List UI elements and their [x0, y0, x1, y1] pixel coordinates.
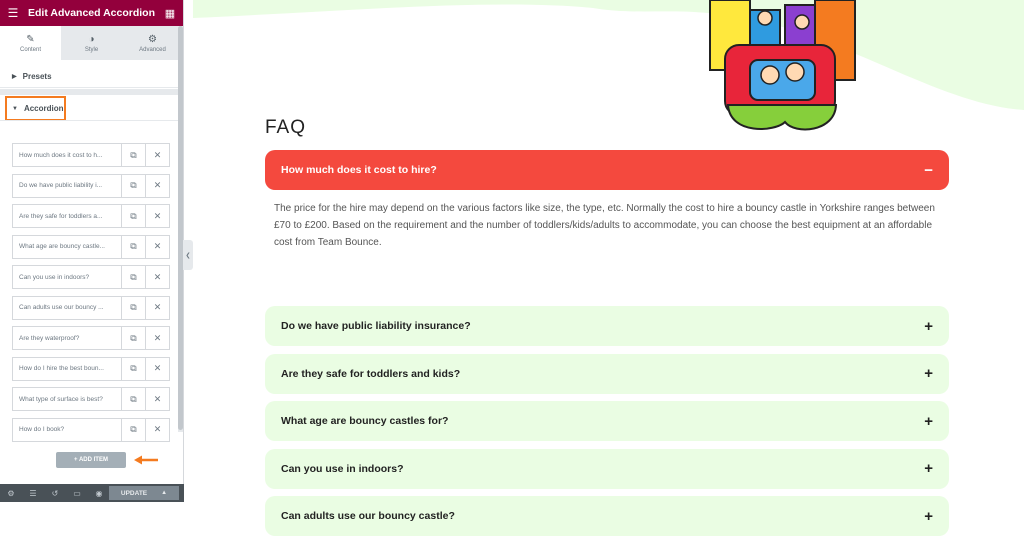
accordion-question: Are they safe for toddlers and kids? [281, 367, 461, 380]
contrast-icon: ◑ [88, 33, 95, 45]
close-icon[interactable]: ✕ [145, 388, 169, 410]
accordion-item[interactable] [265, 449, 949, 489]
repeater-item-title[interactable]: Can you use in indoors? [19, 273, 90, 281]
panel-collapse-handle[interactable] [183, 240, 193, 270]
accordion-answer: The price for the hire may depend on the various factors like size, the type, etc. Normally the cost to hire a bouncy castle in Yorkshire ranges between £70 to £200. Based on the requirement and the number of toddlers/kids/adults to accommodate, you can choose the best equipment at an affordable cost from Team Bounce. [274, 203, 935, 248]
panel-scrollbar[interactable] [178, 26, 183, 432]
duplicate-icon[interactable]: ⧉ [121, 175, 145, 197]
repeater-item[interactable] [12, 326, 170, 350]
repeater-item-title[interactable]: What age are bouncy castle... [19, 243, 105, 250]
background-decoration [193, 0, 1024, 110]
hamburger-menu-icon[interactable]: ☰ [7, 6, 19, 20]
repeater-item[interactable] [12, 387, 170, 411]
minus-icon[interactable]: − [924, 161, 933, 179]
scrollbar-thumb[interactable] [178, 26, 183, 430]
repeater-item[interactable] [12, 296, 170, 320]
accordion-item[interactable] [265, 354, 949, 394]
close-icon[interactable]: ✕ [145, 144, 169, 166]
close-icon[interactable]: ✕ [145, 419, 169, 441]
responsive-icon[interactable]: ▭ [73, 488, 81, 498]
repeater-item-title[interactable]: Do we have public liability i... [19, 182, 103, 189]
plus-icon[interactable]: + [924, 507, 933, 525]
advanced-accordion [265, 150, 949, 544]
repeater-item-title[interactable]: How much does it cost to h... [19, 151, 103, 159]
duplicate-icon[interactable]: ⧉ [121, 236, 145, 258]
accordion-question: Can you use in indoors? [281, 462, 404, 475]
repeater-item[interactable] [12, 204, 170, 228]
repeater-item[interactable] [12, 265, 170, 289]
preview-eye-icon[interactable]: ◉ [95, 488, 103, 498]
accordion-item[interactable] [265, 496, 949, 536]
close-icon[interactable]: ✕ [145, 327, 169, 349]
repeater-item[interactable] [12, 357, 170, 381]
tab-content[interactable] [0, 26, 61, 60]
chevron-left-icon: ❮ [185, 252, 191, 259]
caret-down-icon: ▼ [12, 105, 18, 112]
accordion-item[interactable] [265, 306, 949, 346]
panel-header [0, 0, 183, 26]
panel-footer [0, 484, 184, 502]
tab-advanced-label: Advanced [139, 46, 166, 53]
presets-label: Presets [22, 72, 52, 81]
caret-right-icon: ▶ [12, 74, 17, 80]
duplicate-icon[interactable]: ⧉ [121, 205, 145, 227]
duplicate-icon[interactable]: ⧉ [121, 144, 145, 166]
plus-icon[interactable]: + [924, 365, 933, 382]
close-icon[interactable]: ✕ [145, 205, 169, 227]
accordion-section[interactable] [5, 96, 66, 121]
repeater-item-title[interactable]: Are they waterproof? [19, 334, 80, 342]
add-item-button[interactable]: + ADD ITEM [56, 452, 126, 468]
close-icon[interactable]: ✕ [145, 358, 169, 380]
chevron-up-icon[interactable]: ▲ [161, 490, 168, 496]
page-title: FAQ [265, 117, 307, 138]
widgets-grid-icon[interactable]: ▦ [164, 7, 176, 20]
repeater-item-title[interactable]: What type of surface is best? [19, 395, 103, 403]
panel-title: Edit Advanced Accordion [28, 7, 155, 19]
layers-icon[interactable]: ☰ [29, 488, 37, 498]
duplicate-icon[interactable]: ⧉ [121, 327, 145, 349]
duplicate-icon[interactable]: ⧉ [121, 419, 145, 441]
accordion-question: How much does it cost to hire? [281, 164, 437, 176]
tab-advanced[interactable] [122, 26, 183, 60]
accordion-item-open[interactable] [265, 150, 949, 190]
duplicate-icon[interactable]: ⧉ [121, 388, 145, 410]
accordion-question: Do we have public liability insurance? [281, 320, 471, 332]
section-divider [0, 120, 178, 121]
duplicate-icon[interactable]: ⧉ [121, 358, 145, 380]
repeater-item-title[interactable]: Are they safe for toddlers a... [19, 212, 103, 220]
accordion-question: Can adults use our bouncy castle? [281, 510, 455, 522]
history-icon[interactable]: ↺ [51, 488, 59, 498]
gear-icon: ⚙ [148, 33, 157, 45]
panel-tabs [0, 26, 183, 60]
repeater-item-title[interactable]: How do I book? [19, 426, 65, 433]
accordion-item[interactable] [265, 401, 949, 441]
update-button[interactable] [109, 486, 179, 500]
close-icon[interactable]: ✕ [145, 236, 169, 258]
update-button-label: UPDATE [120, 489, 148, 497]
close-icon[interactable]: ✕ [145, 266, 169, 288]
section-divider [0, 89, 178, 95]
bouncy-castle-illustration [690, 0, 870, 134]
accordion-section-label: Accordion [23, 104, 64, 113]
repeater-item-title[interactable]: How do I hire the best boun... [19, 365, 104, 372]
repeater-item[interactable] [12, 418, 170, 442]
repeater-item-title[interactable]: Can adults use our bouncy ... [19, 304, 104, 311]
presets-section[interactable] [0, 66, 178, 88]
pencil-icon: ✎ [26, 33, 35, 45]
duplicate-icon[interactable]: ⧉ [121, 297, 145, 319]
arrow-left-icon [133, 455, 159, 465]
repeater-item[interactable] [12, 235, 170, 259]
repeater-item[interactable] [12, 174, 170, 198]
plus-icon[interactable]: + [924, 317, 933, 335]
tab-style[interactable] [61, 26, 122, 60]
duplicate-icon[interactable]: ⧉ [121, 266, 145, 288]
close-icon[interactable]: ✕ [145, 297, 169, 319]
settings-icon[interactable]: ⚙ [7, 488, 15, 498]
tab-style-label: Style [84, 46, 99, 53]
accordion-question: What age are bouncy castles for? [281, 415, 449, 427]
repeater-item[interactable] [12, 143, 170, 167]
plus-icon[interactable]: + [924, 412, 933, 430]
tab-content-label: Content [19, 46, 41, 53]
page-preview [193, 0, 1024, 525]
close-icon[interactable]: ✕ [145, 175, 169, 197]
editor-panel [0, 0, 184, 502]
plus-icon[interactable]: + [924, 460, 933, 477]
repeater-items [12, 143, 170, 448]
